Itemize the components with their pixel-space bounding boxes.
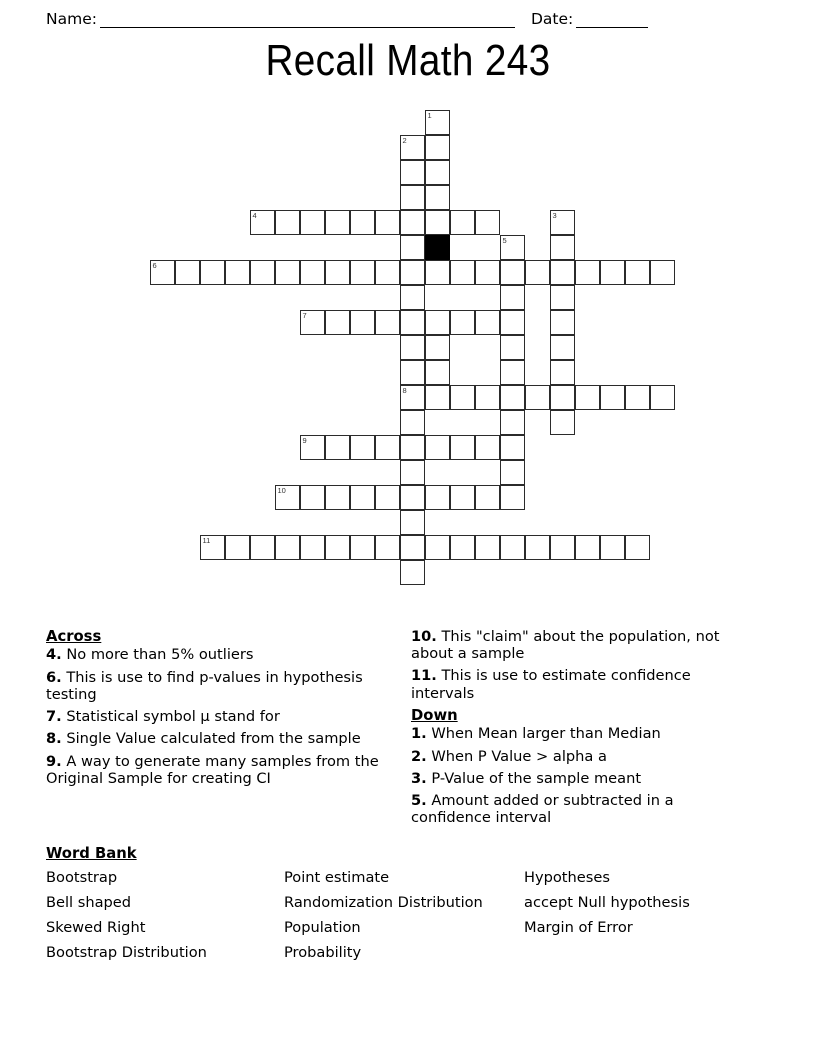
crossword-cell[interactable] bbox=[150, 260, 175, 285]
clue-down-2 bbox=[411, 748, 756, 765]
crossword-cell[interactable] bbox=[500, 485, 525, 510]
crossword-cell[interactable] bbox=[625, 385, 650, 410]
crossword-cell[interactable] bbox=[400, 410, 425, 435]
crossword-cell[interactable] bbox=[375, 485, 400, 510]
crossword-cell[interactable] bbox=[575, 260, 600, 285]
crossword-cell[interactable] bbox=[275, 535, 300, 560]
clue-text: This is use to estimate confidence intervals bbox=[411, 667, 691, 702]
crossword-cell[interactable] bbox=[450, 385, 475, 410]
crossword-cell[interactable] bbox=[275, 260, 300, 285]
clue-text: Single Value calculated from the sample bbox=[66, 730, 361, 748]
crossword-cell[interactable] bbox=[550, 535, 575, 560]
crossword-cell[interactable] bbox=[325, 535, 350, 560]
crossword-cell-number: 3 bbox=[552, 210, 557, 220]
crossword-cell[interactable] bbox=[475, 485, 500, 510]
clues-column-right bbox=[411, 628, 756, 831]
crossword-cell[interactable] bbox=[425, 260, 450, 285]
crossword-cell[interactable] bbox=[275, 485, 300, 510]
crossword-cell[interactable] bbox=[475, 435, 500, 460]
name-label: Name: bbox=[46, 10, 97, 28]
crossword-cell[interactable] bbox=[400, 360, 425, 385]
word-bank-item: Skewed Right bbox=[46, 919, 146, 936]
crossword-cell[interactable] bbox=[400, 285, 425, 310]
crossword-cell[interactable] bbox=[500, 310, 525, 335]
crossword-cell[interactable] bbox=[375, 435, 400, 460]
clue-text: This "claim" about the population, not about a sample bbox=[411, 628, 720, 663]
crossword-cell[interactable] bbox=[650, 385, 675, 410]
word-bank-item: Population bbox=[284, 919, 361, 936]
word-bank-item bbox=[524, 944, 770, 961]
crossword-cell[interactable] bbox=[425, 335, 450, 360]
clue-text: When P Value > alpha a bbox=[431, 747, 607, 765]
crossword-cell[interactable] bbox=[375, 260, 400, 285]
crossword-cell[interactable] bbox=[350, 260, 375, 285]
crossword-cell[interactable] bbox=[475, 535, 500, 560]
crossword-cell[interactable] bbox=[325, 210, 350, 235]
clue-number: 8. bbox=[46, 730, 62, 748]
crossword-cell[interactable] bbox=[550, 260, 575, 285]
crossword-cell[interactable] bbox=[375, 535, 400, 560]
clue-down-5 bbox=[411, 792, 756, 826]
crossword-cell[interactable] bbox=[350, 310, 375, 335]
crossword-cell[interactable] bbox=[400, 535, 425, 560]
crossword-cell[interactable] bbox=[550, 335, 575, 360]
crossword-cell[interactable] bbox=[550, 210, 575, 235]
crossword-cell[interactable] bbox=[450, 435, 475, 460]
crossword-cell[interactable] bbox=[400, 235, 425, 260]
crossword-cell[interactable] bbox=[250, 535, 275, 560]
crossword-cell[interactable] bbox=[450, 260, 475, 285]
crossword-cell[interactable] bbox=[550, 310, 575, 335]
crossword-cell[interactable] bbox=[550, 385, 575, 410]
clue-number: 11. bbox=[411, 667, 437, 685]
clue-down-3 bbox=[411, 770, 756, 787]
clue-across-6 bbox=[46, 669, 396, 703]
clue-number: 5. bbox=[411, 791, 427, 809]
down-heading: Down bbox=[411, 706, 458, 724]
crossword-cell[interactable] bbox=[425, 385, 450, 410]
crossword-cell[interactable] bbox=[475, 310, 500, 335]
crossword-cell[interactable] bbox=[425, 110, 450, 135]
crossword-cell[interactable] bbox=[325, 260, 350, 285]
crossword-cell[interactable] bbox=[500, 260, 525, 285]
word-bank-list bbox=[46, 869, 770, 961]
crossword-cell[interactable] bbox=[400, 385, 425, 410]
clue-across-9 bbox=[46, 753, 396, 787]
clue-text: No more than 5% outliers bbox=[66, 646, 254, 664]
crossword-cell[interactable] bbox=[550, 285, 575, 310]
crossword-cell[interactable] bbox=[200, 260, 225, 285]
crossword-cell[interactable] bbox=[300, 210, 325, 235]
crossword-cell[interactable] bbox=[375, 310, 400, 335]
clue-across-7 bbox=[46, 708, 396, 725]
clue-number: 9. bbox=[46, 752, 62, 770]
across-heading: Across bbox=[46, 628, 102, 645]
crossword-cell[interactable] bbox=[425, 535, 450, 560]
clue-across-11 bbox=[411, 667, 756, 701]
page-title: Recall Math 243 bbox=[265, 36, 551, 85]
clue-number: 7. bbox=[46, 708, 62, 726]
crossword-cell[interactable] bbox=[500, 360, 525, 385]
crossword-cell-number: 8 bbox=[402, 385, 407, 395]
crossword-cell[interactable] bbox=[375, 210, 400, 235]
clue-text: When Mean larger than Median bbox=[431, 725, 661, 743]
crossword-cell[interactable] bbox=[425, 485, 450, 510]
crossword-cell[interactable] bbox=[300, 535, 325, 560]
crossword-cell[interactable] bbox=[350, 210, 375, 235]
crossword-cell[interactable] bbox=[550, 235, 575, 260]
crossword-cell[interactable] bbox=[400, 310, 425, 335]
crossword-cell[interactable] bbox=[625, 260, 650, 285]
crossword-cell[interactable] bbox=[575, 535, 600, 560]
crossword-cell-number: 9 bbox=[302, 435, 307, 445]
crossword-cell[interactable] bbox=[350, 435, 375, 460]
crossword-cell[interactable] bbox=[425, 310, 450, 335]
clue-text: Statistical symbol μ stand for bbox=[66, 708, 280, 726]
crossword-cell[interactable] bbox=[500, 335, 525, 360]
crossword-cell[interactable] bbox=[275, 210, 300, 235]
word-bank-item: Probability bbox=[284, 944, 362, 961]
crossword-cell-number: 1 bbox=[427, 110, 432, 120]
crossword-cell[interactable] bbox=[450, 310, 475, 335]
crossword-cell[interactable] bbox=[500, 460, 525, 485]
crossword-cell[interactable] bbox=[600, 535, 625, 560]
crossword-cell-number: 5 bbox=[502, 235, 507, 245]
crossword-cell[interactable] bbox=[175, 260, 200, 285]
crossword-cell[interactable] bbox=[350, 535, 375, 560]
crossword-cell[interactable] bbox=[425, 135, 450, 160]
clue-number: 4. bbox=[46, 646, 62, 664]
crossword-cell[interactable] bbox=[550, 410, 575, 435]
word-bank-item: Margin of Error bbox=[524, 919, 633, 936]
crossword-cell[interactable] bbox=[400, 185, 425, 210]
crossword-cell[interactable] bbox=[425, 185, 450, 210]
clue-number: 3. bbox=[411, 769, 427, 787]
crossword-cell[interactable] bbox=[300, 485, 325, 510]
crossword-cell[interactable] bbox=[500, 385, 525, 410]
clue-text: P-Value of the sample meant bbox=[431, 769, 642, 787]
crossword-cell[interactable] bbox=[400, 510, 425, 535]
word-bank-section bbox=[46, 845, 770, 961]
clue-text: Amount added or subtracted in a confidence interval bbox=[411, 791, 674, 827]
crossword-cell[interactable] bbox=[575, 385, 600, 410]
clues-column-left bbox=[46, 628, 396, 792]
crossword-cell[interactable] bbox=[600, 385, 625, 410]
crossword-cell[interactable] bbox=[400, 460, 425, 485]
crossword-cell[interactable] bbox=[450, 485, 475, 510]
crossword-cell[interactable] bbox=[450, 210, 475, 235]
crossword-cell[interactable] bbox=[500, 235, 525, 260]
crossword-cell[interactable] bbox=[400, 160, 425, 185]
crossword-cell[interactable] bbox=[425, 210, 450, 235]
crossword-cell[interactable] bbox=[325, 435, 350, 460]
crossword-cell[interactable] bbox=[500, 285, 525, 310]
crossword-cell[interactable] bbox=[250, 260, 275, 285]
crossword-cell[interactable] bbox=[475, 210, 500, 235]
clue-text: A way to generate many samples from the Original Sample for creating CI bbox=[46, 752, 379, 787]
date-label: Date: bbox=[530, 10, 574, 28]
crossword-cell[interactable] bbox=[550, 360, 575, 385]
crossword-cell[interactable] bbox=[525, 260, 550, 285]
crossword-cell-number: 4 bbox=[252, 210, 257, 220]
crossword-cell[interactable] bbox=[600, 260, 625, 285]
crossword-cell[interactable] bbox=[400, 335, 425, 360]
crossword-cell[interactable] bbox=[625, 535, 650, 560]
crossword-cell[interactable] bbox=[400, 560, 425, 585]
word-bank-item: accept Null hypothesis bbox=[524, 894, 690, 911]
clue-across-8 bbox=[46, 730, 396, 747]
crossword-cell[interactable] bbox=[400, 260, 425, 285]
word-bank-item: Point estimate bbox=[284, 869, 390, 886]
crossword-cell[interactable] bbox=[525, 385, 550, 410]
crossword-cell[interactable] bbox=[225, 260, 250, 285]
word-bank-item: Bootstrap Distribution bbox=[46, 944, 207, 961]
crossword-cell[interactable] bbox=[500, 435, 525, 460]
crossword-cell[interactable] bbox=[300, 310, 325, 335]
crossword-cell-number: 11 bbox=[202, 535, 211, 545]
crossword-cell[interactable] bbox=[450, 535, 475, 560]
clue-down-1 bbox=[411, 725, 756, 742]
clue-number: 1. bbox=[411, 725, 427, 743]
crossword-cell[interactable] bbox=[225, 535, 250, 560]
crossword-cell[interactable] bbox=[650, 260, 675, 285]
word-bank-item: Bell shaped bbox=[46, 894, 132, 911]
crossword-cell[interactable] bbox=[500, 410, 525, 435]
crossword-cell[interactable] bbox=[325, 310, 350, 335]
word-bank-item: Randomization Distribution bbox=[284, 894, 483, 911]
crossword-cell[interactable] bbox=[475, 385, 500, 410]
clue-number: 10. bbox=[411, 628, 437, 645]
crossword-cell[interactable] bbox=[400, 135, 425, 160]
crossword-cell[interactable] bbox=[400, 435, 425, 460]
crossword-cell[interactable] bbox=[425, 435, 450, 460]
crossword-cell[interactable] bbox=[300, 435, 325, 460]
crossword-cell[interactable] bbox=[400, 485, 425, 510]
crossword-cell[interactable] bbox=[475, 260, 500, 285]
clue-text: This is use to find p-values in hypothesis testing bbox=[46, 668, 363, 703]
clue-number: 2. bbox=[411, 747, 427, 765]
crossword-cell[interactable] bbox=[425, 360, 450, 385]
crossword-cell-number: 2 bbox=[402, 135, 407, 145]
crossword-cell[interactable] bbox=[500, 535, 525, 560]
word-bank-item: Bootstrap bbox=[46, 869, 118, 886]
crossword-cell[interactable] bbox=[425, 160, 450, 185]
clue-across-10 bbox=[411, 628, 756, 662]
clue-across-4 bbox=[46, 646, 396, 663]
crossword-cell[interactable] bbox=[250, 210, 275, 235]
clue-number: 6. bbox=[46, 668, 62, 686]
crossword-cell[interactable] bbox=[350, 485, 375, 510]
crossword-cell-number: 6 bbox=[152, 260, 157, 270]
crossword-cell-number: 7 bbox=[302, 310, 307, 320]
crossword-cell-number: 10 bbox=[277, 485, 286, 495]
crossword-cell[interactable] bbox=[325, 485, 350, 510]
crossword-blocked-cell bbox=[425, 235, 450, 260]
crossword-cell[interactable] bbox=[300, 260, 325, 285]
crossword-cell[interactable] bbox=[525, 535, 550, 560]
word-bank-item: Hypotheses bbox=[524, 869, 610, 886]
crossword-cell[interactable] bbox=[400, 210, 425, 235]
crossword-cell[interactable] bbox=[200, 535, 225, 560]
word-bank-title: Word Bank bbox=[46, 845, 137, 862]
